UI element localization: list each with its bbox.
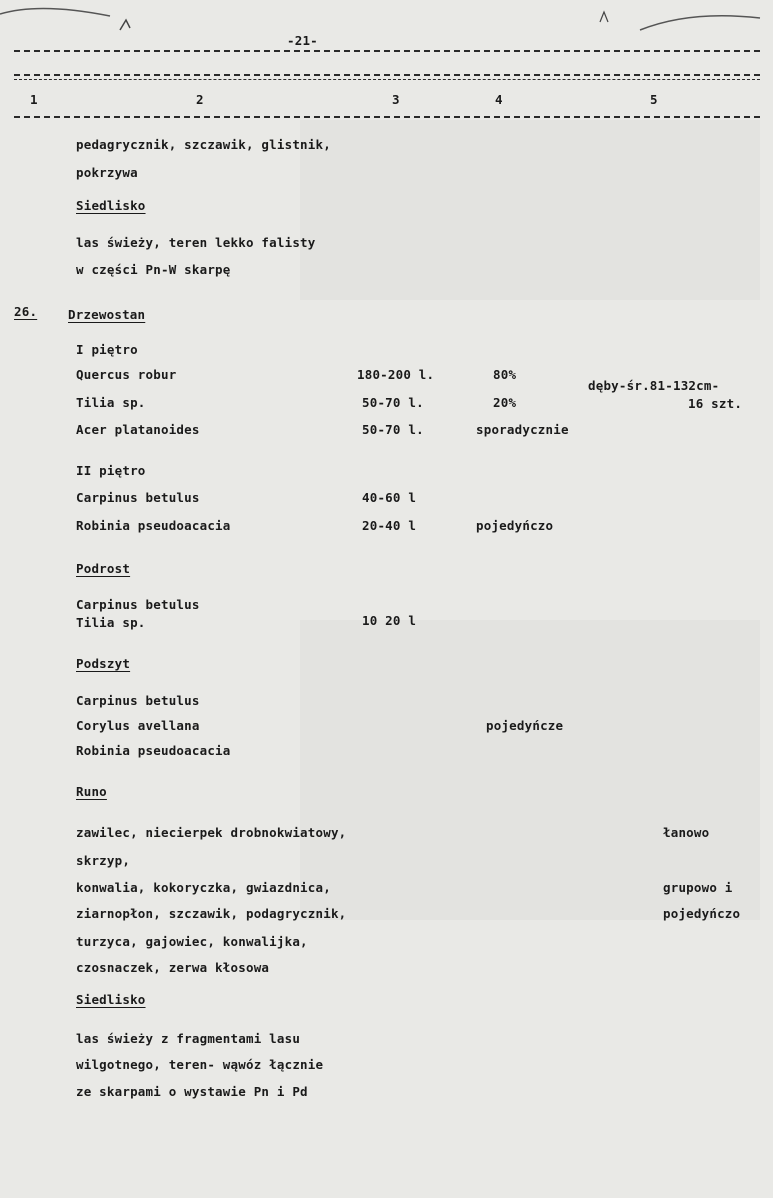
age-value: 20-40 l bbox=[362, 518, 417, 533]
column-number: 3 bbox=[392, 92, 400, 107]
species-name: Robinia pseudoacacia bbox=[76, 518, 231, 533]
species-name: Robinia pseudoacacia bbox=[76, 743, 231, 758]
remark-line: pojedyńczo bbox=[663, 906, 741, 921]
page-number: -21- bbox=[287, 33, 318, 48]
header-rule bbox=[14, 79, 760, 80]
column-number: 2 bbox=[196, 92, 204, 107]
tier-heading: II piętro bbox=[76, 463, 146, 478]
remark-line: grupowo i bbox=[663, 880, 733, 895]
section-title: Drzewostan bbox=[68, 307, 146, 322]
species-name: Corylus avellana bbox=[76, 718, 200, 733]
subheading: Podrost bbox=[76, 561, 131, 576]
share-value: 20% bbox=[493, 395, 517, 410]
text-line: zawilec, niecierpek drobnokwiatowy, bbox=[76, 825, 347, 840]
species-name: Acer platanoides bbox=[76, 422, 200, 437]
remark-line: 16 szt. bbox=[688, 396, 743, 411]
species-name: Carpinus betulus bbox=[76, 693, 200, 708]
share-value: sporadycznie bbox=[476, 422, 569, 437]
text-line: wilgotnego, teren- wąwóz łącznie bbox=[76, 1057, 324, 1072]
subheading: Siedlisko bbox=[76, 992, 146, 1007]
age-value: 50-70 l. bbox=[362, 422, 424, 437]
remark-line: dęby-śr.81-132cm- bbox=[588, 378, 720, 393]
species-name: Tilia sp. bbox=[76, 615, 146, 630]
column-number: 5 bbox=[650, 92, 658, 107]
scan-bleed bbox=[300, 620, 760, 920]
tier-heading: I piętro bbox=[76, 342, 138, 357]
header-rule bbox=[14, 116, 760, 118]
section-number: 26. bbox=[14, 304, 38, 319]
share-value: pojedyńcze bbox=[486, 718, 564, 733]
age-value: 10 20 l bbox=[362, 613, 417, 628]
text-line: w części Pn-W skarpę bbox=[76, 262, 231, 277]
species-name: Tilia sp. bbox=[76, 395, 146, 410]
share-value: 80% bbox=[493, 367, 517, 382]
text-line: skrzyp, bbox=[76, 853, 131, 868]
header-rule bbox=[14, 74, 760, 76]
text-line: konwalia, kokoryczka, gwiazdnica, bbox=[76, 880, 331, 895]
age-value: 180-200 l. bbox=[357, 367, 435, 382]
subheading: Siedlisko bbox=[76, 198, 146, 213]
age-value: 40-60 l bbox=[362, 490, 417, 505]
remark-line: łanowo bbox=[663, 825, 710, 840]
column-number: 1 bbox=[30, 92, 38, 107]
species-line: pokrzywa bbox=[76, 165, 138, 180]
text-line: czosnaczek, zerwa kłosowa bbox=[76, 960, 270, 975]
text-line: ze skarpami o wystawie Pn i Pd bbox=[76, 1084, 308, 1099]
share-value: pojedyńczo bbox=[476, 518, 554, 533]
species-name: Carpinus betulus bbox=[76, 490, 200, 505]
species-line: pedagrycznik, szczawik, glistnik, bbox=[76, 137, 331, 152]
text-line: ziarnopłon, szczawik, podagrycznik, bbox=[76, 906, 347, 921]
text-line: turzyca, gajowiec, konwalijka, bbox=[76, 934, 308, 949]
age-value: 50-70 l. bbox=[362, 395, 424, 410]
scan-bleed bbox=[300, 120, 760, 300]
subheading: Runo bbox=[76, 784, 107, 799]
species-name: Quercus robur bbox=[76, 367, 177, 382]
column-number: 4 bbox=[495, 92, 503, 107]
subheading: Podszyt bbox=[76, 656, 131, 671]
header-rule bbox=[14, 50, 760, 52]
text-line: las świeży z fragmentami lasu bbox=[76, 1031, 301, 1046]
species-name: Carpinus betulus bbox=[76, 597, 200, 612]
text-line: las świeży, teren lekko falisty bbox=[76, 235, 316, 250]
